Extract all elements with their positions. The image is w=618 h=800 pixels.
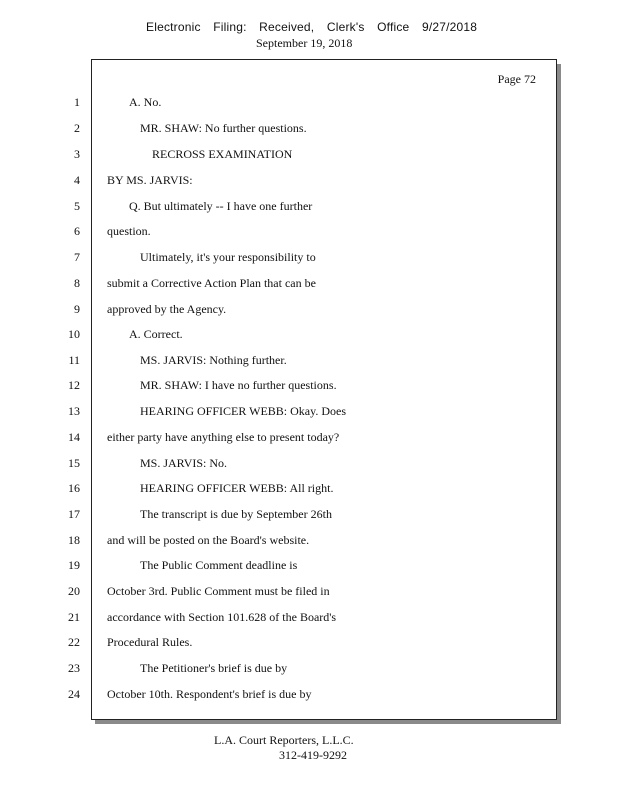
line-text: MS. JARVIS: No. <box>140 456 228 470</box>
line-number: 21 <box>68 610 80 624</box>
reporter-company: L.A. Court Reporters, L.L.C. <box>214 733 354 747</box>
filing-stamp: Electronic Filing: Received, Clerk's Office 9/27/2018 <box>146 20 478 34</box>
reporter-phone: 312-419-9292 <box>279 748 347 762</box>
line-text: MS. JARVIS: Nothing further. <box>140 353 287 367</box>
line-number: 10 <box>68 327 80 341</box>
line-text: submit a Corrective Action Plan that can be <box>107 276 316 290</box>
line-number: 14 <box>68 430 80 444</box>
line-text: The Public Comment deadline is <box>140 558 298 572</box>
line-number: 3 <box>74 147 80 161</box>
line-text: The transcript is due by September 26th <box>140 507 332 521</box>
line-text: October 3rd. Public Comment must be filed in <box>107 584 330 598</box>
line-text: approved by the Agency. <box>107 302 227 316</box>
line-number: 2 <box>74 121 80 135</box>
line-text: accordance with Section 101.628 of the Board's <box>107 610 337 624</box>
line-number: 4 <box>74 173 80 187</box>
line-text: RECROSS EXAMINATION <box>152 147 293 161</box>
line-number: 19 <box>68 558 80 572</box>
page-number: Page 72 <box>497 72 536 86</box>
line-text: MR. SHAW: I have no further questions. <box>140 378 337 392</box>
line-text: and will be posted on the Board's website. <box>107 533 310 547</box>
line-text: HEARING OFFICER WEBB: All right. <box>140 481 334 495</box>
line-text: question. <box>107 224 151 238</box>
line-number: 9 <box>74 302 80 316</box>
line-number: 24 <box>68 687 80 701</box>
line-number: 22 <box>68 635 80 649</box>
line-number: 8 <box>74 276 80 290</box>
line-number: 17 <box>68 507 80 521</box>
line-text: either party have anything else to present today? <box>107 430 340 444</box>
line-text: A. Correct. <box>129 327 183 341</box>
line-text: October 10th. Respondent's brief is due by <box>107 687 312 701</box>
line-number: 16 <box>68 481 80 495</box>
line-number: 18 <box>68 533 80 547</box>
line-text: BY MS. JARVIS: <box>107 173 193 187</box>
line-number: 7 <box>74 250 80 264</box>
filing-date: September 19, 2018 <box>256 36 353 50</box>
line-number: 15 <box>68 456 80 470</box>
line-number: 6 <box>74 224 80 238</box>
line-text: Procedural Rules. <box>107 635 193 649</box>
line-text: HEARING OFFICER WEBB: Okay. Does <box>140 404 346 418</box>
line-number: 11 <box>68 353 80 367</box>
line-number: 23 <box>68 661 80 675</box>
line-text: Ultimately, it's your responsibility to <box>140 250 316 264</box>
line-number: 12 <box>68 378 80 392</box>
line-text: Q. But ultimately -- I have one further <box>129 199 313 213</box>
line-text: A. No. <box>129 95 162 109</box>
line-number: 1 <box>74 95 80 109</box>
line-number: 5 <box>74 199 80 213</box>
line-text: MR. SHAW: No further questions. <box>140 121 307 135</box>
line-number: 20 <box>68 584 80 598</box>
line-text: The Petitioner's brief is due by <box>140 661 288 675</box>
line-number: 13 <box>68 404 80 418</box>
